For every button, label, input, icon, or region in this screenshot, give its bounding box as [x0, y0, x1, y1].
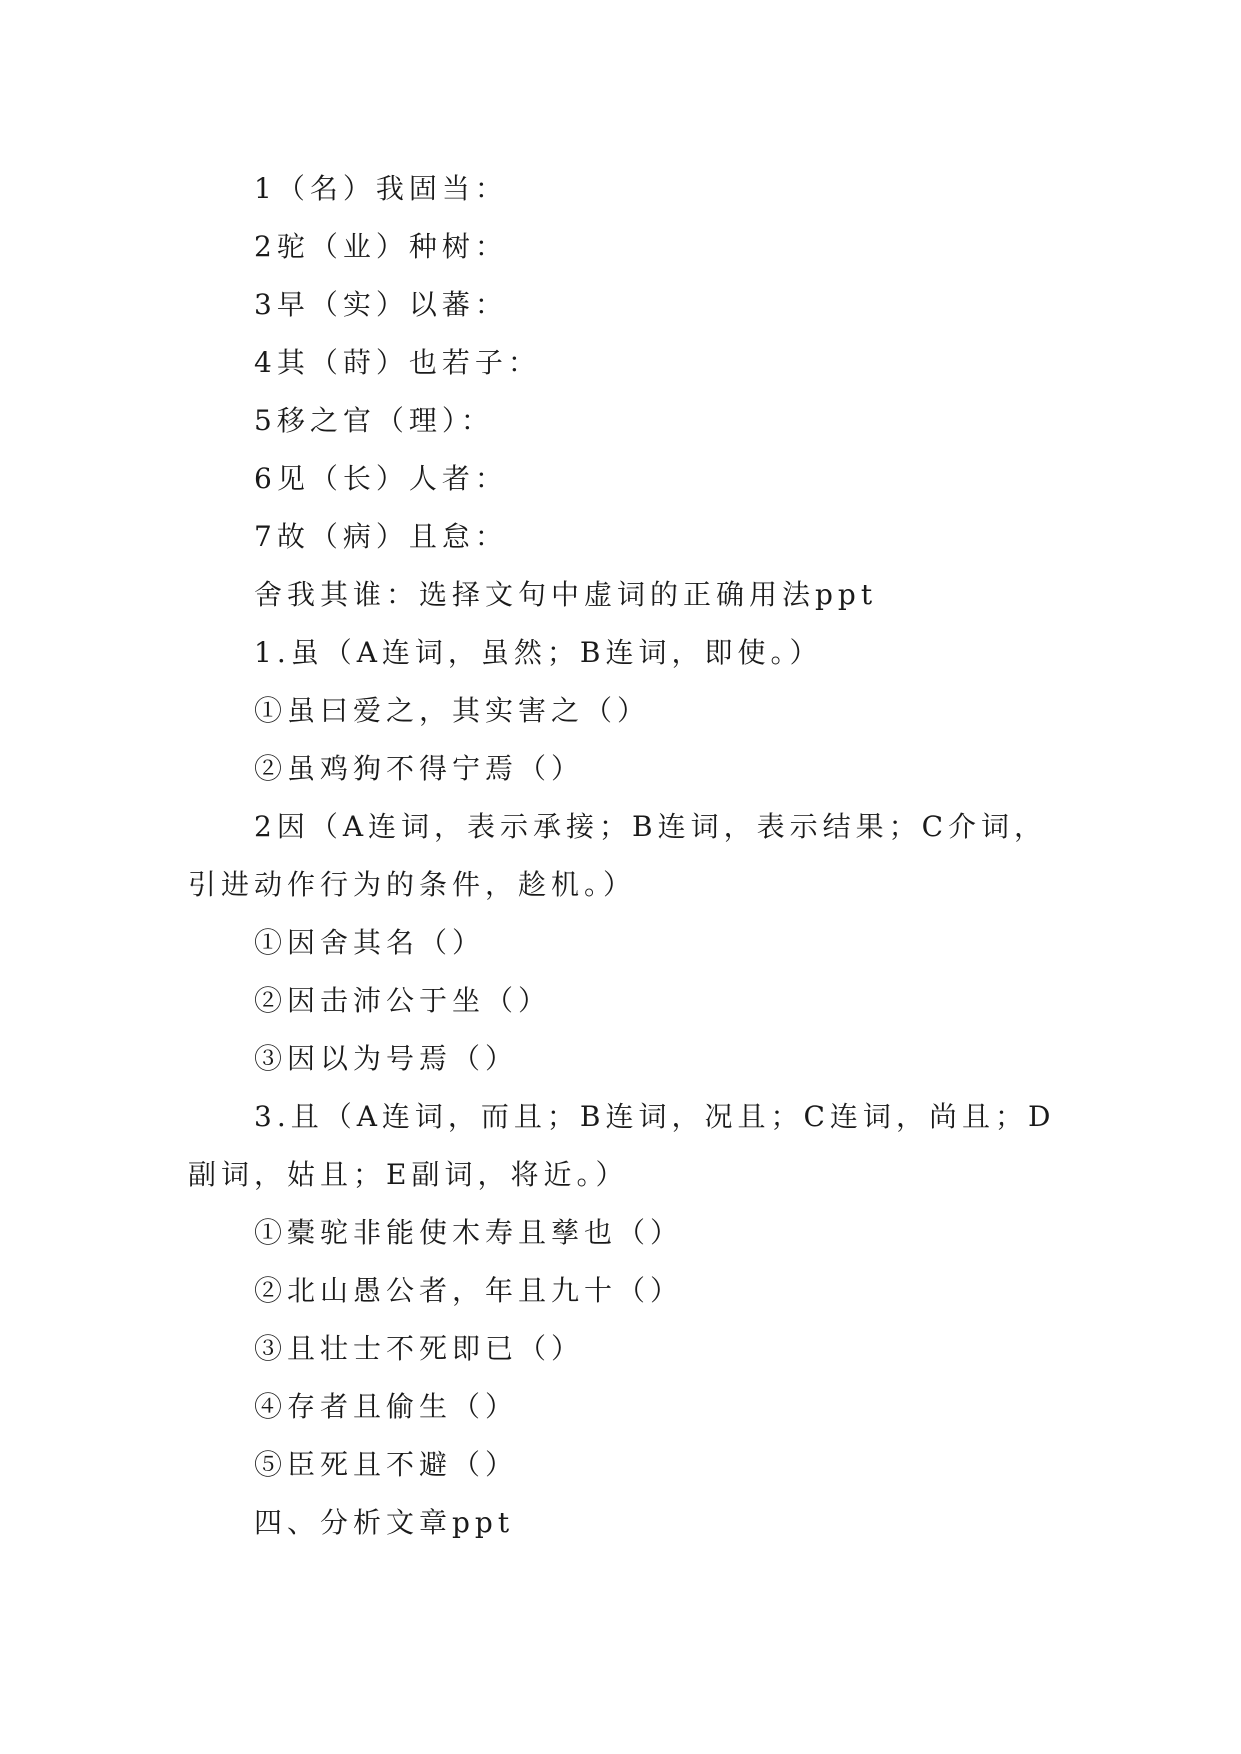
question-heading: 2因（A连词，表示承接；B连词，表示结果；C介词，: [254, 810, 1048, 843]
question-item: ②虽鸡狗不得宁焉（）: [254, 752, 585, 785]
question-heading: 1.虽（A连词，虽然；B连词，即使。）: [254, 636, 823, 669]
question-heading-continued: 副词，姑且；E副词，将近。）: [188, 1158, 629, 1191]
text-line: 1（名）我固当：: [254, 172, 508, 205]
text-line: 5移之官（理）：: [254, 404, 494, 437]
question-item: ②北山愚公者，年且九十（）: [254, 1274, 684, 1307]
text-line: 4其（莳）也若子：: [254, 346, 541, 379]
question-heading: 3.且（A连词，而且；B连词，况且；C连词，尚且；D: [254, 1100, 1056, 1133]
section-heading: 四、分析文章ppt: [254, 1506, 515, 1539]
text-line: 6见（长）人者：: [254, 462, 508, 495]
question-item: ①虽曰爱之，其实害之（）: [254, 694, 651, 727]
text-line: 3早（实）以蕃：: [254, 288, 508, 321]
question-item: ②因击沛公于坐（）: [254, 984, 552, 1017]
text-line: 2驼（业）种树：: [254, 230, 508, 263]
question-item: ⑤臣死且不避（）: [254, 1448, 519, 1481]
question-item: ①因舍其名（）: [254, 926, 486, 959]
question-item: ①橐驼非能使木寿且孳也（）: [254, 1216, 684, 1249]
section-heading: 舍我其谁：选择文句中虚词的正确用法ppt: [254, 578, 878, 611]
question-item: ③且壮士不死即已（）: [254, 1332, 585, 1365]
question-item: ④存者且偷生（）: [254, 1390, 519, 1423]
text-line: 7故（病）且怠：: [254, 520, 508, 553]
document-body: [188, 160, 1063, 1552]
question-heading-continued: 引进动作行为的条件，趁机。）: [188, 868, 637, 901]
question-item: ③因以为号焉（）: [254, 1042, 519, 1075]
